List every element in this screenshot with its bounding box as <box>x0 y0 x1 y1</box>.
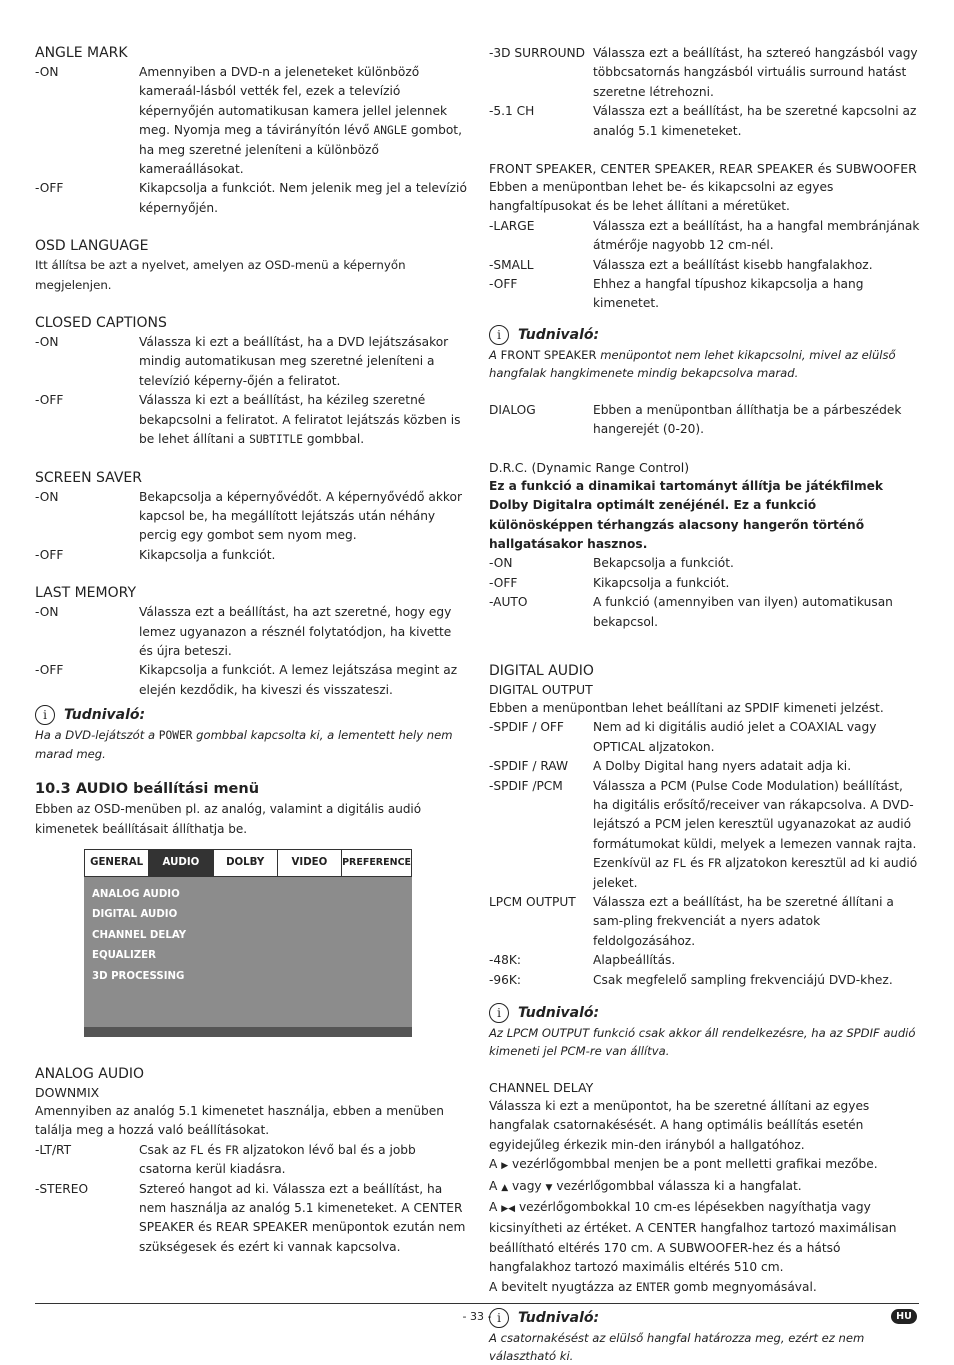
channel-delay-text: Válassza ki ezt a menüpontot, ha be szeretné állítani az egyes hangfalak csatornakésését. A hang optimális beállítás esetén egyidejűleg érkezik min-den irányból a hallgatóhoz. <box>489 1099 870 1152</box>
osd-language-heading: OSD LANGUAGE <box>35 238 149 255</box>
angle-key: ANGLE <box>373 124 408 138</box>
footer-divider <box>35 1303 919 1304</box>
note-3-text: Az LPCM OUTPUT funkció csak akkor áll rendelkezésre, ha az SPDIF audió kimeneti jel PCM-re van állítva. <box>489 1026 916 1059</box>
note-2-text: A FRONT SPEAKER menüpontot nem lehet kikapcsolni, mivel az elülső hangfalak hangkimenete mindig bekapcsolva marad. <box>489 347 896 380</box>
angle-mark-on: -ON Amennyiben a DVD-n a jeleneteket különböző kameraál-lásból vették fel, ezek a televízió képernyőjén automatikusan kamera jellel jelennek meg. Nyomja meg a távirányítón lévő ANGLE gombot, ha meg szeretné jeleníteni a különböző kameraállásokat. <box>35 65 462 177</box>
note-1-title: i Tudnivaló: <box>35 704 467 726</box>
last-memory-off: -OFF Kikapcsolja a funkciót. A lemez lejátszása megint az elején kezdődik, ha kiveszi és visszateszi. <box>35 663 458 697</box>
drc-heading: D.R.C. (Dynamic Range Control) <box>489 459 690 475</box>
menu-item-3d-processing[interactable]: 3D PROCESSING <box>92 970 185 982</box>
osd-language-text: Itt állítsa be azt a nyelvet, amelyen az OSD-menü a képernyőn megjelenjen. <box>35 258 406 292</box>
dialog-item: DIALOG Ebben a menüpontban állíthatja be a párbeszédek hangerejét (0-20). <box>489 402 902 437</box>
analog-audio-text: Amennyiben az analóg 5.1 kimenetet használja, ebben a menüben találja meg a hozzá való beállításokat. <box>35 1103 444 1138</box>
menu-item-channel-delay[interactable]: CHANNEL DELAY <box>92 929 187 941</box>
spdif-off-item: -SPDIF / OFF Nem ad ki digitális audió jelet a COAXIAL vagy OPTICAL aljzatokon. <box>489 720 877 754</box>
info-icon: i <box>489 1003 509 1023</box>
tab-video[interactable]: VIDEO <box>278 850 342 876</box>
3d-surround-item: -3D SURROUND Válassza ezt a beállítást, ha sztereó hangzásból vagy többcsatornás hangzásból virtuális surround hatást szeretne létrehozni. <box>489 46 918 99</box>
menu-body <box>84 877 412 1037</box>
speakers-off-item: -OFF Ehhez a hangfal típushoz kikapcsolja a hang kimenetet. <box>489 277 864 311</box>
96k-item: -96K: Csak megfelelő sampling frekvenciájú DVD-khez. <box>489 972 893 987</box>
angle-mark-off: -OFF Kikapcsolja a funkciót. Nem jelenik meg jel a televízió képernyőjén. <box>35 181 467 215</box>
audio-menu-text: Ebben az OSD-menüben pl. az analóg, valamint a digitális audió kimenetek beállításait állíthatja be. <box>35 802 422 836</box>
note-1-text: Ha a DVD-lejátszót a POWER gombbal kapcsolta ki, a lementett hely nem marad meg. <box>35 728 453 762</box>
drc-on: -ON Bekapcsolja a funkciót. <box>489 556 734 571</box>
note-2-title: i Tudnivaló: <box>489 324 921 346</box>
48k-item: -48K: Alapbeállítás. <box>489 953 676 968</box>
language-badge: HU <box>891 1309 917 1324</box>
info-icon: i <box>489 325 509 345</box>
info-icon: i <box>489 1308 509 1328</box>
left-column <box>35 44 467 1257</box>
channel-delay-step-3: A ▶◀ vezérlőgombokkal 10 cm-es lépésekben nagyíthatja vagy kicsinyítheti az értéket. A CENTER hangfalhoz tartozó maximálisan beállítható eltérés 170 cm. A SUBWOOFER-hez és a hátsó hangfalakhoz tartozó maximális eltérés 510 cm. <box>489 1200 897 1275</box>
spdif-pcm-item: -SPDIF /PCM Válassza a PCM (Pulse Code Modulation) beállítást, ha digitális erősítő/receiver van rákapcsolva. A DVD-lejátszó a PCM jelen keresztül ugyanazokat az audió formátumokat küldi, melyek a lemezen vannak rajta. Ezenkívül az FL és FR aljzatokon keresztül ad ki audió jeleket. <box>489 778 918 890</box>
info-icon: i <box>35 705 55 725</box>
audio-setup-menu <box>84 849 412 1037</box>
note-4-text: A csatornakésést az elülső hangfal határozza meg, ezért ez nem választható ki. <box>489 1331 865 1364</box>
page-number: - 33 - <box>462 1310 492 1323</box>
screen-saver-on: -ON Bekapcsolja a képernyővédőt. A képernyővédő akkor kapcsol be, ha megállított lejátszás után néhány percig egy gombot sem nyom meg. <box>35 489 462 543</box>
analog-audio-heading: ANALOG AUDIO <box>35 1065 144 1082</box>
arrow-down-icon: ▼ <box>545 1182 553 1193</box>
ltrt-item: -LT/RT Csak az FL és FR aljzatokon lévő bal és a jobb csatorna kerül kiadásra. <box>35 1142 416 1177</box>
audio-menu-heading: 10.3 AUDIO beállítási menü <box>35 781 260 798</box>
last-memory-heading: LAST MEMORY <box>35 585 136 602</box>
tab-audio[interactable]: AUDIO <box>149 850 213 876</box>
digital-audio-text: Ebben a menüpontban lehet beállítani az SPDIF kimeneti jelzést. <box>489 700 884 715</box>
channel-delay-step-4: A bevitelt nyugtázza az ENTER gomb megnyomásával. <box>489 1279 817 1294</box>
menu-item-equalizer[interactable]: EQUALIZER <box>92 950 156 962</box>
digital-audio-heading: DIGITAL AUDIO <box>489 662 594 679</box>
right-column <box>489 44 921 1365</box>
tab-general[interactable]: GENERAL <box>85 850 149 876</box>
menu-tabs <box>84 849 412 877</box>
small-item: -SMALL Válassza ezt a beállítást kisebb hangfalakhoz. <box>489 257 873 272</box>
large-item: -LARGE Válassza ezt a beállítást, ha a hangfal membránjának átmérője nagyobb 12 cm-nél. <box>489 218 920 253</box>
speakers-text: Ebben a menüpontban lehet be- és kikapcsolni az egyes hangfaltípusokat és be lehet állítani a méretüket. <box>489 180 834 214</box>
arrow-left-icon: ◀ <box>508 1204 516 1215</box>
arrow-right-icon: ▶ <box>501 1161 509 1172</box>
menu-item-analog-audio[interactable]: ANALOG AUDIO <box>92 888 180 900</box>
angle-mark-heading: ANGLE MARK <box>35 45 128 61</box>
drc-off: -OFF Kikapcsolja a funkciót. <box>489 575 730 590</box>
spdif-raw-item: -SPDIF / RAW A Dolby Digital hang nyers adatait adja ki. <box>489 759 852 774</box>
drc-text: Ez a funkció a dinamikai tartományt állítja be játékfilmek Dolby Digitalra optimált zenéjénél. Ez a funkció különösképpen térhangzás alacsony hangerőn történő hallgatásakor hasznos. <box>489 478 884 551</box>
subtitle-key: SUBTITLE <box>249 433 303 447</box>
digital-output-heading: DIGITAL OUTPUT <box>489 681 593 697</box>
stereo-item: -STEREO Sztereó hangot ad ki. Válassza ezt a beállítást, ha nem használja az analóg 5.1 kimeneteket. A CENTER SPEAKER és REAR SPEAKER menüpontok ezután nem szükségesek és ezért ki vannak kapcsolva. <box>35 1181 466 1254</box>
closed-captions-on: -ON Válassza ki ezt a beállítást, ha a DVD lejátszásakor mindig automatikusan meg szeretné jeleníteni a televízió képerny-őjén a feliratot. <box>35 335 449 388</box>
tab-preference[interactable]: PREFERENCE <box>342 857 412 869</box>
menu-item-digital-audio[interactable]: DIGITAL AUDIO <box>92 909 178 921</box>
arrow-right-icon: ▶ <box>501 1204 509 1215</box>
screen-saver-off: -OFF Kikapcsolja a funkciót. <box>35 547 276 562</box>
closed-captions-heading: CLOSED CAPTIONS <box>35 315 167 332</box>
arrow-up-icon: ▲ <box>501 1182 509 1193</box>
lpcm-output-item: LPCM OUTPUT Válassza ezt a beállítást, ha be szeretné állítani a sam-pling frekvenciát a nyers adatok feldolgozásához. <box>489 895 894 948</box>
drc-auto: -AUTO A funkció (amennyiben van ilyen) automatikusan bekapcsol. <box>489 595 893 629</box>
channel-delay-step-2: A ▲ vagy ▼ vezérlőgombbal válassza ki a hangfalat. <box>489 1177 921 1198</box>
last-memory-on: -ON Válassza ezt a beállítást, ha azt szeretné, hogy egy lemez ugyanazon a résznél folytatódjon, ha kivette és újra beteszi. <box>35 605 452 658</box>
closed-captions-off: -OFF Válassza ki ezt a beállítást, ha kézileg szeretné bekapcsolni a feliratot. A feliratot lejátszás közben is be lehet állítani a SUBTITLE gombbal. <box>35 393 461 447</box>
tab-dolby[interactable]: DOLBY <box>214 850 278 876</box>
downmix-heading: DOWNMIX <box>35 1084 100 1100</box>
note-4-title: i Tudnivaló: <box>489 1307 921 1329</box>
power-key: POWER <box>158 729 193 743</box>
channel-delay-step-1: A ▶ vezérlőgombbal menjen be a pont melletti grafikai mezőbe. <box>489 1155 921 1176</box>
enter-key: ENTER <box>635 1280 670 1294</box>
speakers-heading: FRONT SPEAKER, CENTER SPEAKER, REAR SPEAKER és SUBWOOFER <box>489 161 917 177</box>
5-1-ch-item: -5.1 CH Válassza ezt a beállítást, ha be szeretné kapcsolni az analóg 5.1 kimeneteket. <box>489 104 917 138</box>
channel-delay-heading: CHANNEL DELAY <box>489 1080 594 1096</box>
note-3-title: i Tudnivaló: <box>489 1002 921 1024</box>
screen-saver-heading: SCREEN SAVER <box>35 469 142 486</box>
